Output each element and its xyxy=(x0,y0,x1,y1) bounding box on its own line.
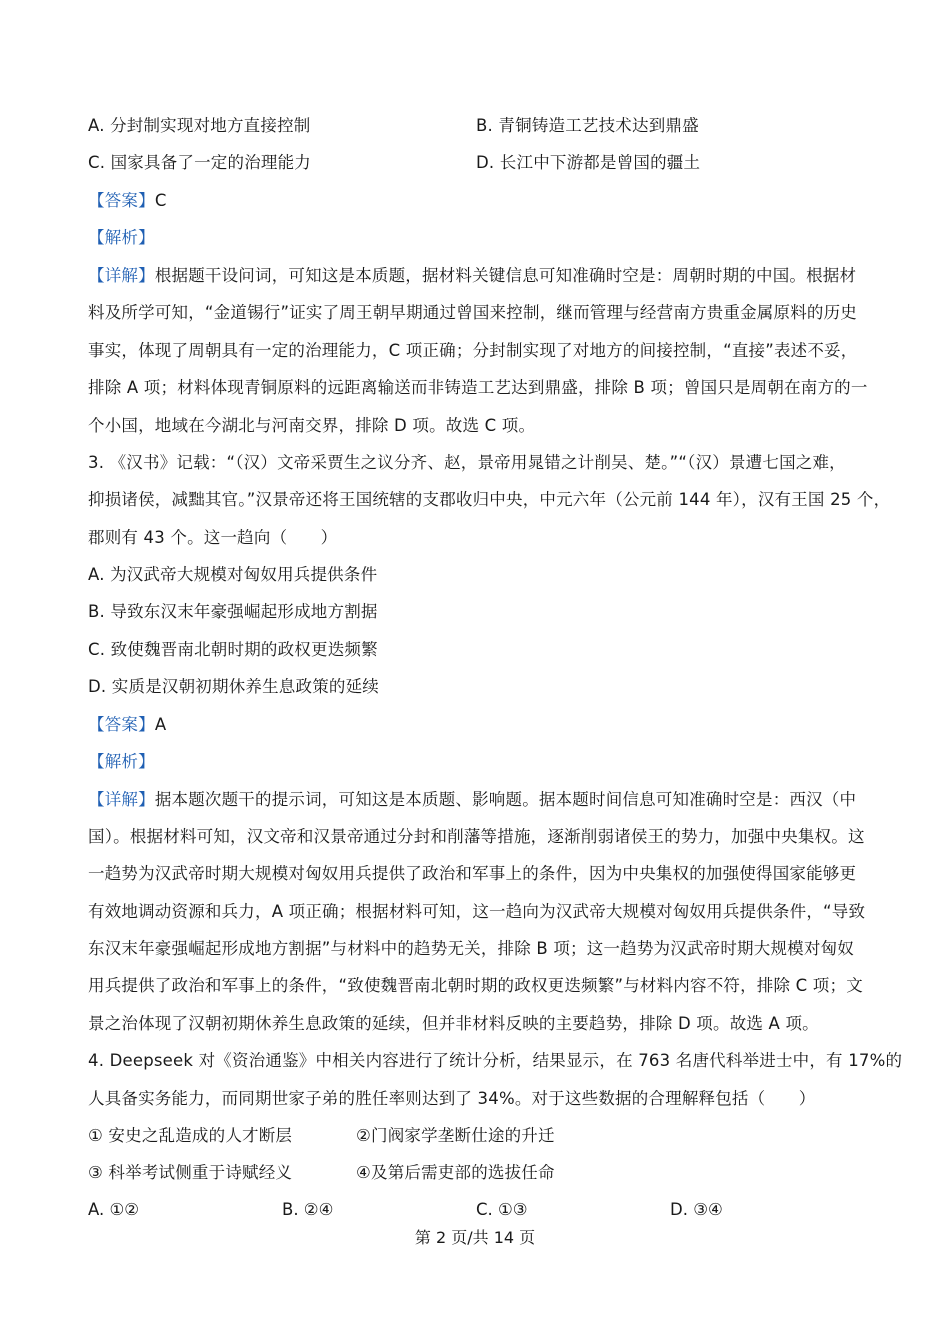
answer-value: C xyxy=(154,191,167,210)
q3-answer xyxy=(88,713,166,737)
answer-label: 【答案】 xyxy=(88,191,155,210)
q3-stem-line: 3. 《汉书》记载：“（汉）文帝采贾生之议分齐、赵，景帝用晁错之计削吴、楚。”“（汉）景遭七国之难， xyxy=(88,453,846,472)
q4-item-1: ① 安史之乱造成的人才断层 xyxy=(88,1126,293,1145)
page-footer: 第 2 页/共 14 页 xyxy=(414,1228,536,1247)
q4-choice-a: A. ①② xyxy=(88,1200,140,1219)
q2-option-d: D. 长江中下游都是曾国的疆土 xyxy=(476,153,701,172)
q4-choice-c: C. ①③ xyxy=(476,1200,528,1219)
analysis-label: 【解析】 xyxy=(88,752,155,771)
q3-option-a: A. 为汉武帝大规模对匈奴用兵提供条件 xyxy=(88,565,378,584)
q4-stem-line: 4. Deepseek 对《资治通鉴》中相关内容进行了统计分析，结果显示，在 763 名唐代科举进士中，有 17%的 xyxy=(88,1051,903,1070)
q3-analysis xyxy=(88,750,155,774)
q4-choice-b: B. ②④ xyxy=(282,1200,334,1219)
q4-stem-line: 人具备实务能力，而同期世家子弟的胜任率则达到了 34%。对于这些数据的合理解释包括（ ） xyxy=(88,1089,816,1108)
answer-label: 【答案】 xyxy=(88,715,155,734)
q3-detail-line: 一趋势为汉武帝时期大规模对匈奴用兵提供了政治和军事上的条件，因为中央集权的加强使得国家能够更 xyxy=(88,864,857,883)
q3-stem-line: 抑损诸侯，减黜其官。”汉景帝还将王国统辖的支郡收归中央，中元六年（公元前 144 年），汉有王国 25 个， xyxy=(88,490,891,509)
q2-detail-line: 事实，体现了周朝具有一定的治理能力，C 项正确；分封制实现了对地方的间接控制，“直接”表述不妥， xyxy=(88,341,858,360)
q3-detail-line: 用兵提供了政治和军事上的条件，“致使魏晋南北朝时期的政权更迭频繁”与材料内容不符，排除 C 项；文 xyxy=(88,976,863,995)
q2-answer xyxy=(88,189,167,213)
q3-detail-line: 东汉末年豪强崛起形成地方割据”与材料中的趋势无关，排除 B 项；这一趋势为汉武帝时期大规模对匈奴 xyxy=(88,939,854,958)
q4-item-2: ②门阀家学垄断仕途的升迁 xyxy=(356,1126,555,1145)
q2-detail-line: 个小国，地域在今湖北与河南交界，排除 D 项。故选 C 项。 xyxy=(88,416,536,435)
detail-text: 根据题干设问词，可知这是本质题，据材料关键信息可知准确时空是：周朝时期的中国。根据材 xyxy=(154,266,857,285)
q2-detail-line xyxy=(88,264,856,288)
q3-option-b: B. 导致东汉末年豪强崛起形成地方割据 xyxy=(88,602,378,621)
q2-option-c: C. 国家具备了一定的治理能力 xyxy=(88,153,312,172)
q3-detail-line: 景之治体现了汉朝初期休养生息政策的延续，但并非材料反映的主要趋势，排除 D 项。故选 A 项。 xyxy=(88,1014,819,1033)
q2-analysis xyxy=(88,226,155,250)
q3-option-c: C. 致使魏晋南北朝时期的政权更迭频繁 xyxy=(88,640,378,659)
detail-text: 据本题次题干的提示词，可知这是本质题、影响题。据本题时间信息可知准确时空是：西汉（中 xyxy=(154,790,857,809)
analysis-label: 【解析】 xyxy=(88,228,155,247)
q2-detail-line: 料及所学可知，“金道锡行”证实了周王朝早期通过曾国来控制，继而管理与经营南方贵重金属原料的历史 xyxy=(88,303,857,322)
detail-label: 【详解】 xyxy=(88,790,155,809)
q3-detail-line xyxy=(88,788,856,812)
q3-option-d: D. 实质是汉朝初期休养生息政策的延续 xyxy=(88,677,379,696)
q3-detail-line: 有效地调动资源和兵力，A 项正确；根据材料可知，这一趋向为汉武帝大规模对匈奴用兵提供条件，“导致 xyxy=(88,902,866,921)
detail-label: 【详解】 xyxy=(88,266,155,285)
q4-item-3: ③ 科举考试侧重于诗赋经义 xyxy=(88,1163,293,1182)
q2-option-b: B. 青铜铸造工艺技术达到鼎盛 xyxy=(476,116,699,135)
q4-item-4: ④及第后需吏部的选拔任命 xyxy=(356,1163,555,1182)
q3-detail-line: 国）。根据材料可知，汉文帝和汉景帝通过分封和削藩等措施，逐渐削弱诸侯王的势力，加强中央集权。这 xyxy=(88,827,865,846)
q4-choice-d: D. ③④ xyxy=(670,1200,723,1219)
q2-detail-line: 排除 A 项；材料体现青铜原料的远距离输送而非铸造工艺达到鼎盛，排除 B 项；曾国只是周朝在南方的一 xyxy=(88,378,868,397)
q2-option-a: A. 分封制实现对地方直接控制 xyxy=(88,116,311,135)
answer-value: A xyxy=(154,715,167,734)
q3-stem-line: 郡则有 43 个。这一趋向（ ） xyxy=(88,528,338,547)
